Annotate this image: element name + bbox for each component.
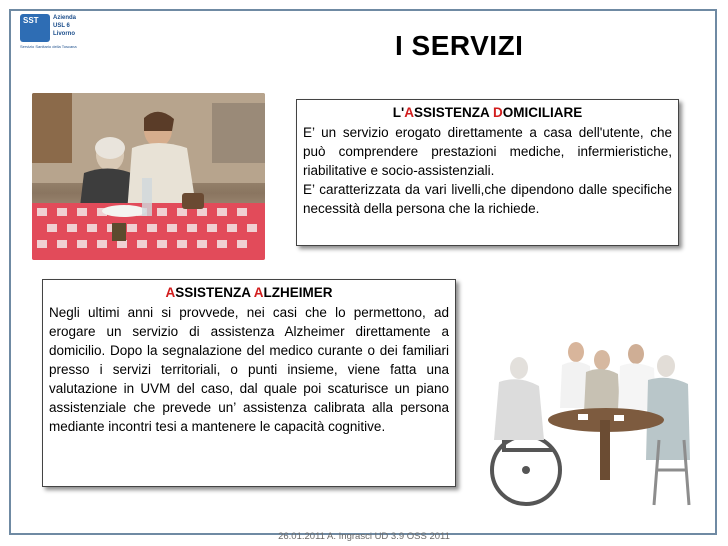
logo-tagline: Servizio Sanitario della Toscana	[20, 44, 77, 49]
logo-name: Azienda USL 6 Livorno	[53, 15, 77, 37]
assistenza-domiciliare-paragraph-2: E’ caratterizzata da vari livelli,che dipendono dalle specifiche necessità della persona che la richiede.	[303, 182, 672, 216]
assistenza-alzheimer-box	[42, 279, 456, 487]
sst-badge: SST	[20, 14, 50, 42]
assistenza-domiciliare-title: L'ASSISTENZA DOMICILIARE	[392, 105, 583, 120]
assistenza-domiciliare-box	[296, 99, 679, 246]
assistenza-domiciliare-paragraph-1: E’ un servizio erogato direttamente a casa dell'utente, che può comprendere prestazioni mediche, infermieristiche, riabilitative e socio-assistenziali.	[303, 125, 672, 178]
assistenza-alzheimer-title: ASSISTENZA ALZHEIMER	[165, 285, 333, 300]
footer-credit: 26.01.2011 A. Ingrasci UD 3.9 OSS 2011	[278, 531, 450, 542]
assistenza-alzheimer-text: Negli ultimi anni si provvede, nei casi che lo permettono, ad erogare un servizio di assistenza Alzheimer direttamente a domicilio. Dopo la segnalazione del medico curante o dei familiari presso i servizi territoriali, o punti insieme, viene fatta una valutazione in UVM del caso, dal quale poi scaturisce un piano assistenziale che prevede un’ assistenza calibrata alla persona mediante incontri tesi a mantenere le capacità cognitive.	[49, 305, 449, 434]
card-game-photo	[484, 320, 698, 515]
assistenza-domiciliare-text	[297, 123, 678, 218]
home-care-photo	[32, 93, 265, 260]
asl-logo	[20, 14, 84, 48]
page-title: I SERVIZI	[395, 30, 524, 61]
